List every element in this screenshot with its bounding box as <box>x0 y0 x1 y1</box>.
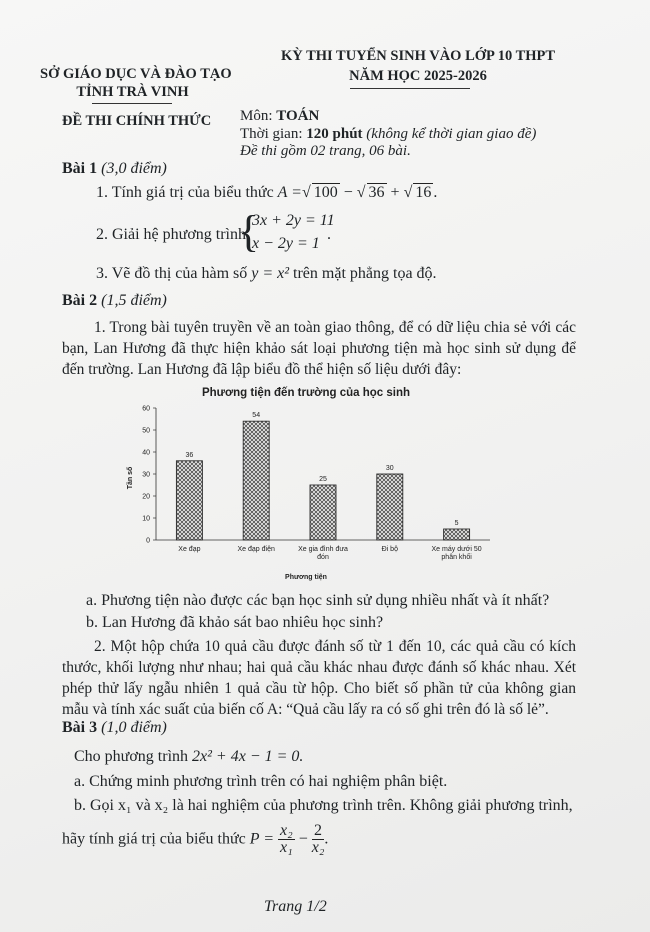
subject-value: TOÁN <box>276 108 320 124</box>
bai2-q1-paragraph: 1. Trong bài tuyên truyền về an toàn giao thông, để có dữ liệu chia sẻ với các bạn, Lan Hương đã thực hiện khảo sát loại phương tiện mà học sinh sử dụng để đến trường. Lan Hương đã lập biểu đồ thể hiện số liệu dưới đây: <box>62 319 576 378</box>
subject-line <box>240 108 319 125</box>
x-tick-label: đón <box>317 554 329 561</box>
fraction-2-over-x2 <box>312 823 325 856</box>
bai2-points: (1,5 điểm) <box>101 292 167 309</box>
bai3-qb-text: hãy tính giá trị của biểu thức <box>62 830 246 848</box>
bai2-q2-paragraph: 2. Một hộp chứa 10 quả cầu được đánh số từ 1 đến 10, các quả cầu có kích thước, khối lượng như nhau; hai quả cầu khác nhau được đánh số khác nhau. Xét phép thử lấy ngẫu nhiên 1 quả cầu từ hộp. Cho biết số phần tử của không gian mẫu và tính xác suất của biến cố A: “Quả cầu lấy ra có số ghi trên đó là số lẻ”. <box>62 638 576 718</box>
minus-sign: − <box>343 184 353 201</box>
time-line <box>240 126 536 143</box>
bai1-q2-text: 2. Giải hệ phương trình <box>96 226 246 243</box>
period: . <box>433 184 438 201</box>
bai2-heading <box>62 292 167 310</box>
bai3-equation: 2x² + 4x − 1 = 0. <box>192 748 304 765</box>
sqrt-100: 100 <box>313 184 338 201</box>
sqrt-36: 36 <box>368 184 385 201</box>
y-tick-label: 40 <box>142 449 150 457</box>
chart-y-axis-label: Tần số <box>127 466 134 490</box>
system-brace: { <box>238 207 260 256</box>
system-eq1: 3x + 2y = 11 <box>252 212 335 229</box>
y-tick-label: 60 <box>142 405 150 413</box>
time-value: 120 phút <box>306 126 363 142</box>
header-underline-right <box>350 88 470 89</box>
bai1-q3-text-end: trên mặt phẳng tọa độ. <box>293 265 437 282</box>
plus-sign: + <box>390 184 400 201</box>
official-exam-label: ĐỀ THI CHÍNH THỨC <box>62 113 212 129</box>
bar-data-label: 36 <box>185 451 194 459</box>
x-tick-label: Xe gia đình đưa <box>298 546 348 553</box>
y-tick-label: 20 <box>142 493 150 501</box>
bai2-title: Bài 2 <box>62 292 98 309</box>
bai1-q1-lhs: A = <box>277 184 302 201</box>
y-tick-label: 50 <box>142 427 150 435</box>
bai1-q3-text: 3. Vẽ đồ thị của hàm số <box>96 265 248 282</box>
bar <box>176 461 202 540</box>
minus-sign: − <box>298 830 308 848</box>
y-tick-label: 30 <box>142 471 150 479</box>
exam-title: KỲ THI TUYỂN SINH VÀO LỚP 10 THPT <box>280 48 556 64</box>
frac1-numerator: x₂ <box>280 822 293 839</box>
bar-chart <box>118 378 498 588</box>
expr-p-lhs: P = <box>249 830 275 848</box>
x-tick-label: Đi bộ <box>381 546 398 553</box>
school-year: NĂM HỌC 2025-2026 <box>349 68 487 84</box>
frac2-denominator: x₂ <box>311 839 325 856</box>
time-note: (không kể thời gian giao đề) <box>366 126 537 142</box>
sqrt-16: 16 <box>415 184 432 201</box>
bar <box>243 421 269 540</box>
x-tick-label: Xe đạp <box>178 546 201 553</box>
system-eq2: x − 2y = 1 <box>252 235 320 252</box>
department-name: SỞ GIÁO DỤC VÀ ĐÀO TẠO <box>40 66 232 82</box>
bai1-heading <box>62 160 167 178</box>
bai3-qb-line1: b. Gọi x₁ và x₂ là hai nghiệm của phương trình trên. Không giải phương trình, <box>74 797 573 814</box>
bai3-points: (1,0 điểm) <box>101 719 167 736</box>
x-tick-label: phân khối <box>441 554 472 561</box>
chart-title: Phương tiện đến trường của học sinh <box>201 387 411 399</box>
bai2-qa: a. Phương tiện nào được các bạn học sinh sử dụng nhiều nhất và ít nhất? <box>86 592 550 609</box>
bar <box>310 485 336 540</box>
bai3-qb-line2 <box>62 823 328 856</box>
bar <box>444 529 470 540</box>
bai1-q3 <box>96 265 437 283</box>
x-tick-label: Xe đạp điện <box>237 546 275 553</box>
bai1-title: Bài 1 <box>62 160 98 177</box>
header-underline-left <box>92 103 172 104</box>
bai1-q1: 1. Tính giá trị của biểu thức A =√ 100 − √ 36 + √ 16 . <box>96 184 438 201</box>
bai3-intro <box>74 748 303 766</box>
x-tick-label: Xe máy dưới 50 <box>431 546 482 553</box>
bai3-heading <box>62 719 167 737</box>
chart-x-axis-label: Phương tiện <box>285 574 327 581</box>
bar-data-label: 54 <box>252 412 261 420</box>
frac1-denominator: x₁ <box>280 839 293 856</box>
time-label: Thời gian: <box>240 126 303 142</box>
frac2-numerator: 2 <box>312 823 325 840</box>
bai3-qa: a. Chứng minh phương trình trên có hai nghiệm phân biệt. <box>74 773 448 790</box>
bai2-qb: b. Lan Hương đã khảo sát bao nhiêu học sinh? <box>86 614 384 631</box>
province-name: TỈNH TRÀ VINH <box>76 84 189 100</box>
y-tick-label: 0 <box>146 537 150 545</box>
bai3-title: Bài 3 <box>62 719 98 736</box>
period: . <box>327 226 331 243</box>
bar-data-label: 30 <box>385 465 394 472</box>
bai1-q3-function: y = x² <box>251 265 290 282</box>
y-tick-label: 10 <box>142 515 150 523</box>
bar-data-label: 5 <box>454 520 459 527</box>
fraction-x2-over-x1 <box>278 823 295 856</box>
bai3-intro-text: Cho phương trình <box>74 748 189 765</box>
bar-data-label: 25 <box>319 476 327 483</box>
bar <box>377 474 403 540</box>
period: . <box>324 830 329 848</box>
page-number: Trang 1/2 <box>264 898 327 915</box>
subject-label: Môn: <box>240 108 273 124</box>
bai1-q1-text: 1. Tính giá trị của biểu thức <box>96 184 274 201</box>
pages-note: Đề thi gồm 02 trang, 06 bài. <box>240 143 411 159</box>
bai1-points: (3,0 điểm) <box>101 160 167 177</box>
